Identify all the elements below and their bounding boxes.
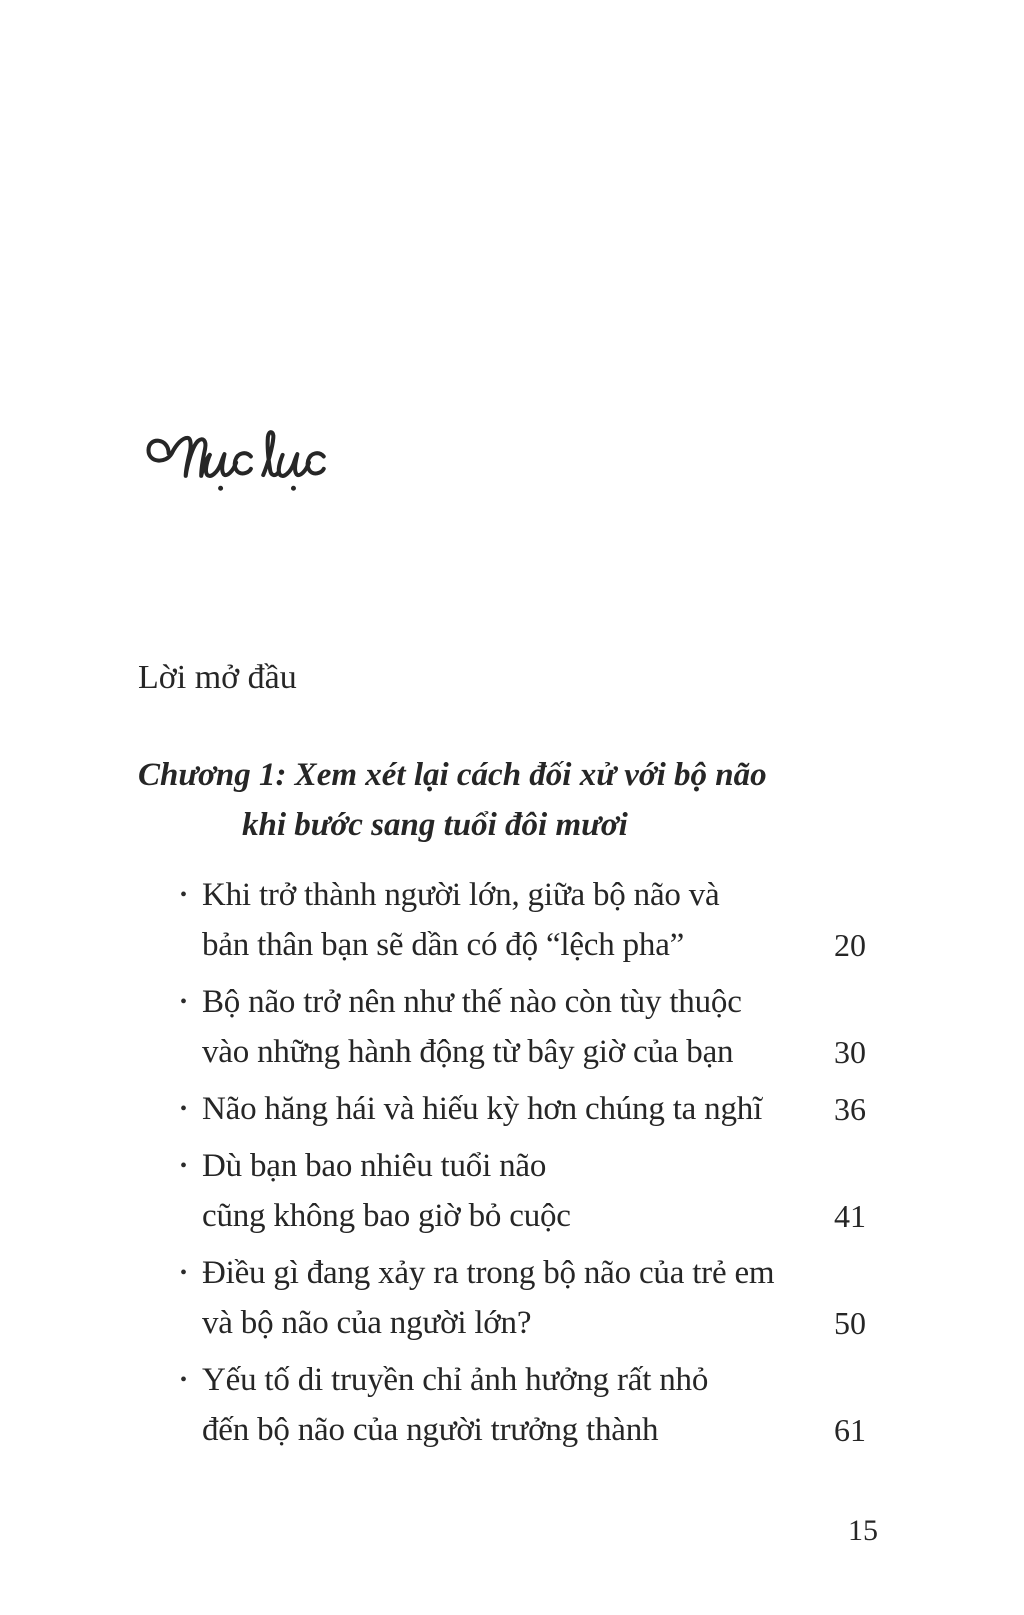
script-dot-u1 [218,486,223,491]
toc-entry-page-number: 20 [834,927,866,963]
script-letter-u1 [206,454,236,476]
toc-entry [172,1248,866,1348]
toc-entry-page-number: 61 [834,1412,866,1448]
toc-list [172,870,866,1462]
toc-entry-page-number: 41 [834,1198,866,1234]
toc-entry-line: Yếu tố di truyền chỉ ảnh hưởng rất nhỏ [202,1362,709,1398]
toc-entry-line: đến bộ não của người trưởng thành [202,1412,659,1448]
toc-entry [172,977,866,1077]
toc-script-heading [133,412,333,504]
toc-entry [172,1084,866,1134]
script-dot-u2 [291,486,296,491]
toc-entry-line: Bộ não trở nên như thế nào còn tùy thuộc [202,984,742,1020]
preface-entry: Lời mở đầu [138,659,297,696]
toc-entry-line: Dù bạn bao nhiêu tuổi não [202,1148,547,1184]
bullet-icon: • [180,991,188,1013]
toc-entry-line: Điều gì đang xảy ra trong bộ não của trẻ em [202,1255,775,1291]
toc-entry-line: Khi trở thành người lớn, giữa bộ não và [202,877,720,913]
toc-entry-text [202,870,866,970]
chapter-heading-line2: khi bước sang tuổi đôi mươi [242,807,628,843]
script-letter-l [263,432,279,475]
toc-entry-page-number: 50 [834,1305,866,1341]
chapter-heading-line1: Chương 1: Xem xét lại cách đối xử với bộ não [138,757,767,793]
toc-entry-line: vào những hành động từ bây giờ của bạn [202,1034,734,1070]
toc-entry [172,870,866,970]
toc-entry-text [202,1141,866,1241]
bullet-icon: • [180,884,188,906]
toc-entry [172,1355,866,1455]
bullet-icon: • [180,1369,188,1391]
muc-luc-script-art [133,412,333,504]
bullet-icon: • [180,1098,188,1120]
script-letter-M [149,438,210,476]
toc-entry-line: bản thân bạn sẽ dần có độ “lệch pha” [202,927,685,963]
toc-entry-line: và bộ não của người lớn? [202,1305,532,1341]
toc-entry-line: Não hăng hái và hiếu kỳ hơn chúng ta nghĩ [202,1091,763,1127]
chapter-heading [138,750,767,850]
toc-entry-text [202,1084,866,1134]
toc-entry-line: cũng không bao giờ bỏ cuộc [202,1198,571,1234]
toc-entry-text [202,1248,866,1348]
toc-entry-text [202,1355,866,1455]
folio-page-number: 15 [848,1514,878,1547]
toc-entry-page-number: 30 [834,1034,866,1070]
toc-entry [172,1141,866,1241]
toc-entry-text [202,977,866,1077]
script-letter-u2 [279,454,309,476]
toc-entry-page-number: 36 [834,1091,866,1127]
bullet-icon: • [180,1155,188,1177]
bullet-icon: • [180,1262,188,1284]
